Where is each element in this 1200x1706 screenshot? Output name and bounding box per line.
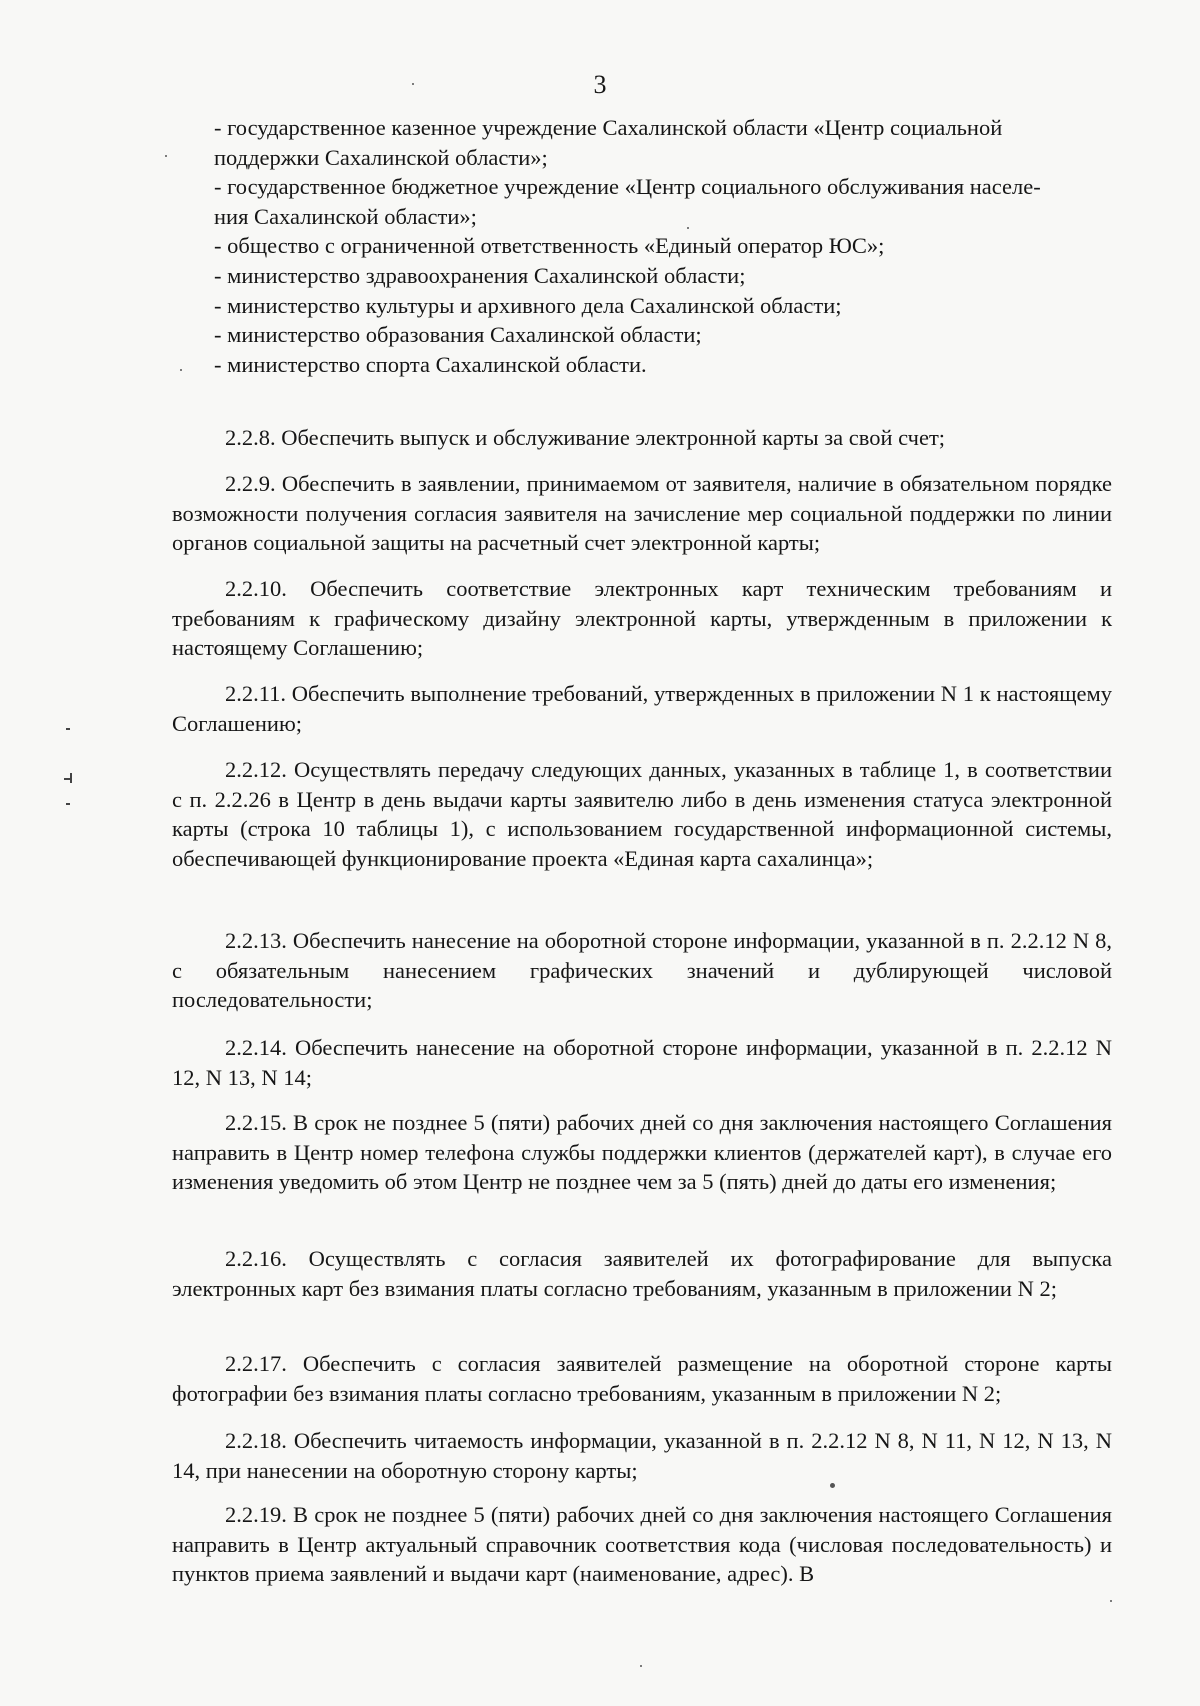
scan-speck <box>180 369 182 371</box>
scan-mark <box>66 803 70 805</box>
scan-mark <box>70 773 72 783</box>
clause-2-2-19: 2.2.19. В срок не позднее 5 (пяти) рабочих дней со дня заключения настоящего Соглашения направить в Центр актуальный справочник соответствия кода (числовая последовательность) и пунктов приема заявлений и выдачи карт (наименование, адрес). В <box>172 1502 1112 1587</box>
list-item: - государственное казенное учреждение Сахалинской области «Центр социальной <box>214 115 1003 140</box>
clause-2-2-9: 2.2.9. Обеспечить в заявлении, принимаемом от заявителя, наличие в обязательном порядке возможности получения согласия заявителя на зачисление мер социальной поддержки по линии органов социальной защиты на расчетный счет электронной карты; <box>172 471 1112 556</box>
scan-mark <box>66 728 70 730</box>
scan-speck <box>165 155 167 157</box>
scan-speck <box>830 1483 835 1488</box>
list-item: - министерство культуры и архивного дела Сахалинской области; <box>214 292 842 318</box>
clause-2-2-16: 2.2.16. Осуществлять с согласия заявителей их фотографирование для выпуска электронных карт без взимания платы согласно требованиям, указанным в приложении N 2; <box>172 1246 1112 1301</box>
clause-2-2-13: 2.2.13. Обеспечить нанесение на оборотной стороне информации, указанной в п. 2.2.12 N 8, с обязательным нанесением графических значений и дублирующей числовой последовательности; <box>172 928 1112 1013</box>
clause-2-2-17: 2.2.17. Обеспечить с согласия заявителей размещение на оборотной стороне карты фотографии без взимания платы согласно требованиям, указанным в приложении N 2; <box>172 1351 1112 1406</box>
list-item: - общество с ограниченной ответственность «Единый оператор ЮС»; <box>214 233 885 259</box>
clause-2-2-11: 2.2.11. Обеспечить выполнение требований, утвержденных в приложении N 1 к настоящему Соглашению; <box>172 681 1112 736</box>
clause-2-2-15: 2.2.15. В срок не позднее 5 (пяти) рабочих дней со дня заключения настоящего Соглашения направить в Центр номер телефона службы поддержки клиентов (держателей карт), в случае его изменения уведомить об этом Центр не позднее чем за 5 (пять) дней до даты его изменения; <box>172 1110 1112 1195</box>
list-item: - министерство здравоохранения Сахалинской области; <box>214 262 746 288</box>
scan-speck <box>1110 1600 1112 1602</box>
scan-speck <box>687 227 689 229</box>
clause-2-2-18: 2.2.18. Обеспечить читаемость информации, указанной в п. 2.2.12 N 8, N 11, N 12, N 13, N 14, при нанесении на оборотную сторону карты; <box>172 1428 1112 1483</box>
clause-2-2-10: 2.2.10. Обеспечить соответствие электронных карт техническим требованиям и требованиям к графическому дизайну электронной карты, утвержденным в приложении к настоящему Соглашению; <box>172 576 1112 661</box>
clause-2-2-12: 2.2.12. Осуществлять передачу следующих данных, указанных в таблице 1, в соответствии с п. 2.2.26 в Центр в день выдачи карты заявителю либо в день изменения статуса электронной карты (строка 10 таблицы 1), с использованием государственной информационной системы, обеспечивающей функционирование проекта «Единая карта сахалинца»; <box>172 757 1112 871</box>
list-item: поддержки Сахалинской области»; <box>214 144 548 170</box>
scan-speck <box>412 83 414 85</box>
list-item: - государственное бюджетное учреждение «Центр социального обслуживания населе- <box>214 174 1041 200</box>
list-item: - министерство спорта Сахалинской области. <box>214 351 647 377</box>
organization-list <box>214 113 1112 379</box>
page-number: 3 <box>593 70 607 99</box>
list-item: - министерство образования Сахалинской области; <box>214 322 702 348</box>
clause-2-2-14: 2.2.14. Обеспечить нанесение на оборотной стороне информации, указанной в п. 2.2.12 N 12, N 13, N 14; <box>172 1035 1112 1090</box>
clause-2-2-8: 2.2.8. Обеспечить выпуск и обслуживание электронной карты за свой счет; <box>225 425 946 450</box>
scan-speck <box>640 1665 642 1667</box>
list-item: ния Сахалинской области»; <box>214 203 477 229</box>
